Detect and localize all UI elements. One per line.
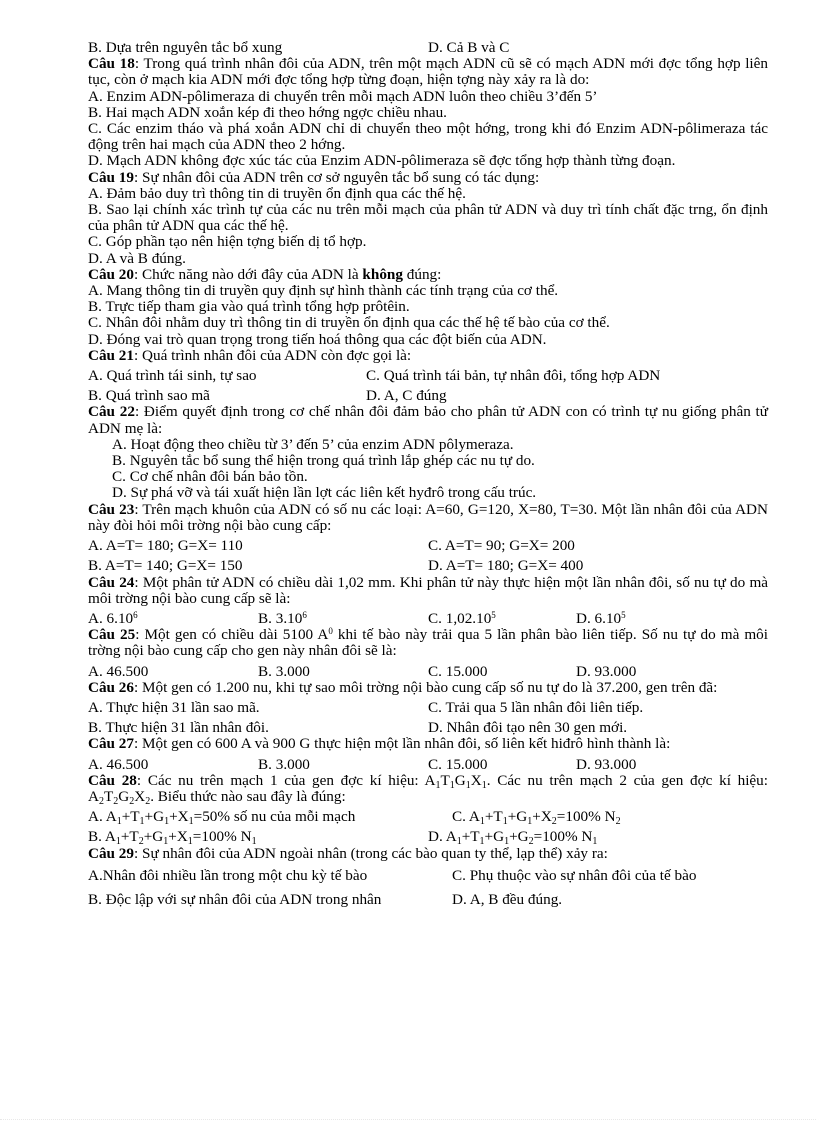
q19-stem: [88, 170, 768, 186]
question-22: [88, 404, 768, 501]
q25-stem-post: khi tế bào này trải qua 5 lần phân bào liên tiếp. Số nu tự do mà môi trờng nội bào cung cấp cho gen này nhân đôi sẽ là:: [88, 626, 768, 660]
formula-text: +T: [461, 828, 480, 846]
q28-stem-post: . Biểu thức nào sau đây là đúng:: [150, 787, 346, 805]
q23-option-a: A. A=T= 180; G=X= 110: [88, 537, 243, 555]
formula-text: A: [88, 787, 99, 805]
q24-option-c: [428, 611, 576, 627]
question-20: [88, 267, 768, 348]
q24-option-d: [576, 611, 626, 627]
formula-text: +X: [169, 808, 189, 826]
q20-option-c: C. Nhân đôi nhằm duy trì thông tin di truyền ổn định qua các thế hệ tế bào của cơ thể.: [88, 314, 610, 332]
q22-option-a: A. Hoạt động theo chiều từ 3’ đến 5’ của enzim ADN pôlymeraza.: [112, 435, 514, 453]
q28-option-c: [452, 808, 621, 828]
exam-page: [88, 40, 768, 910]
q18-option-d: D. Mạch ADN không đợc xúc tác của Enzim ADN-pôlimeraza sẽ đợc tổng hợp thành từng đoạn.: [88, 152, 676, 170]
q21-option-b: B. Quá trình sao mã: [88, 387, 210, 405]
subscript: 2: [129, 795, 135, 807]
question-25: [88, 627, 768, 680]
q28-stem: [88, 773, 768, 805]
q27-stem: [88, 736, 768, 752]
q24-option-b-exp: 6: [302, 609, 307, 620]
q27-option-d: D. 93.000: [576, 755, 637, 773]
subscript: 1: [164, 816, 170, 828]
q24-option-a: [88, 611, 258, 627]
q25-option-c: C. 15.000: [428, 662, 488, 680]
formula-text: D. A: [428, 828, 457, 846]
q24-stem-text: : Một phân tử ADN có chiều dài 1,02 mm. Khi phân tử này thực hiện một lần nhân đôi, số nu tự do mà môi trờng nội bào cung cấp sẽ là:: [88, 573, 768, 607]
q26-stem: [88, 680, 768, 696]
q27-option-c: C. 15.000: [428, 755, 488, 773]
question-29: [88, 846, 768, 910]
q20-stem: [88, 267, 768, 283]
q23-stem: [88, 502, 768, 534]
formula-text: +G: [507, 808, 528, 826]
q28-stem-pre: : Các nu trên mạch 1 của gen đợc kí hiệu:: [136, 771, 425, 789]
q17-options-row: [88, 40, 768, 56]
q24-option-b: [258, 611, 428, 627]
q26-option-c: C. Trải qua 5 lần nhân đôi liên tiếp.: [428, 698, 644, 716]
q21-option-d: D. A, C đúng: [366, 387, 447, 405]
q23-row-1: [88, 538, 768, 554]
formula-text: +T: [121, 808, 140, 826]
formula-text: +T: [120, 828, 139, 846]
page-bottom-rule: [0, 1119, 816, 1120]
q20-option-b: B. Trực tiếp tham gia vào quá trình tổng hợp prôtêin.: [88, 298, 410, 316]
q25-stem-pre: : Một gen có chiều dài 5100 A: [135, 626, 329, 644]
q24-option-d-exp: 5: [621, 609, 626, 620]
q18-option-c: C. Các enzim tháo và phá xoắn ADN chỉ di chuyển theo một hớng, trong khi đó Enzim ADN-pôlimeraza tác động trên hai mạch của ADN theo 2 hớng.: [88, 120, 768, 154]
q28-row-1: [88, 808, 768, 828]
q24-options-row: [88, 611, 768, 627]
q23-option-c: C. A=T= 90; G=X= 200: [428, 537, 575, 555]
q20-stem-bold: không: [362, 265, 403, 283]
q28-option-b: [88, 828, 428, 848]
subscript: 1: [188, 816, 194, 828]
q25-stem: [88, 627, 768, 659]
q22-stem-text: : Điểm quyết định trong cơ chế nhân đôi đảm bảo cho phân tử ADN con có trình tự nu giống phân tử ADN mẹ là:: [88, 403, 768, 437]
q26-option-a: A. Thực hiện 31 lần sao mã.: [88, 698, 260, 716]
question-27: [88, 736, 768, 772]
q21-title: Câu 21: [88, 346, 134, 364]
subscript: 1: [527, 816, 533, 828]
formula-text: +X: [532, 808, 552, 826]
q29-row-1: [88, 866, 768, 886]
subscript: 1: [465, 779, 471, 791]
q19-title: Câu 19: [88, 168, 134, 186]
subscript: 1: [115, 836, 121, 848]
q20-option-a: A. Mang thông tin di truyền quy định sự hình thành các tính trạng của cơ thể.: [88, 282, 559, 300]
q20-stem-post: đúng:: [402, 265, 442, 283]
q29-row-2: [88, 890, 768, 910]
q24-option-a-base: A. 6.10: [88, 609, 134, 627]
q24-option-b-base: B. 3.10: [258, 609, 303, 627]
q29-title: Câu 29: [88, 844, 134, 862]
q28-option-a: [88, 808, 452, 828]
q23-option-b: B. A=T= 140; G=X= 150: [88, 557, 243, 575]
question-23: [88, 502, 768, 575]
q29-option-c: C. Phụ thuộc vào sự nhân đôi của tế bào: [452, 866, 697, 884]
q25-option-b: B. 3.000: [258, 662, 310, 680]
question-24: [88, 575, 768, 628]
subscript: 1: [139, 816, 145, 828]
q23-option-d: D. A=T= 180; G=X= 400: [428, 557, 584, 575]
q26-row-1: [88, 700, 768, 716]
formula-text: C. A: [452, 808, 480, 826]
q29-option-a: A.Nhân đôi nhiều lần trong một chu kỳ tế bào: [88, 866, 368, 884]
q19-option-b: B. Sao lại chính xác trình tự của các nu trên mỗi mạch của phân tử ADN và duy trì tính chất đặc trng, ổn định của phân tử ADN qua các thế hệ.: [88, 201, 768, 235]
formula-text: +G: [509, 828, 529, 846]
q28-row-2: [88, 828, 768, 848]
question-19: [88, 170, 768, 267]
formula-text: +G: [484, 828, 505, 846]
q22-option-b: B. Nguyên tắc bổ sung thể hiện trong quá trình lắp ghép các nu tự do.: [112, 452, 535, 470]
q24-stem: [88, 575, 768, 607]
formula-text: G: [454, 771, 466, 789]
formula-text: =100% N: [556, 808, 616, 826]
q17-option-b: B. Dựa trên nguyên tắc bổ xung: [88, 39, 283, 56]
q28-symbols-strand-1: [425, 772, 487, 789]
subscript: 2: [551, 816, 557, 828]
subscript: 1: [479, 816, 485, 828]
q24-title: Câu 24: [88, 573, 135, 591]
q29-stem: [88, 846, 768, 862]
q22-option-d: D. Sự phá vỡ và tái xuất hiện lần lợt các liên kết hyđrô trong cấu trúc.: [112, 484, 537, 502]
subscript: 1: [163, 836, 169, 848]
q20-stem-pre: : Chức năng nào dới đây của ADN là: [134, 265, 363, 283]
q19-option-c: C. Góp phần tạo nên hiện tợng biến dị tổ hợp.: [88, 233, 367, 251]
q26-title: Câu 26: [88, 678, 134, 696]
q23-title: Câu 23: [88, 500, 135, 518]
subscript: 1: [502, 816, 508, 828]
subscript: 1: [449, 779, 455, 791]
subscript: 1: [456, 836, 462, 848]
q27-title: Câu 27: [88, 735, 134, 753]
q18-stem-text: : Trong quá trình nhân đôi của ADN, trên một mạch ADN cũ sẽ có mạch ADN mới đợc tổng hợp liên tục, còn ở mạch kia ADN mới đợc tổng hợp từng đoạn, hiện tợng này xảy ra là do:: [88, 55, 768, 89]
q20-title: Câu 20: [88, 265, 134, 283]
formula-text: =100% N: [192, 828, 252, 846]
subscript: 2: [145, 795, 151, 807]
q21-row-2: [88, 388, 768, 404]
formula-text: =100% N: [533, 828, 593, 846]
q28-stem-mid: . Các nu trên mạch 2 của gen đợc kí hiệu:: [486, 771, 768, 789]
subscript: 1: [116, 816, 122, 828]
q27-option-b: B. 3.000: [258, 755, 310, 773]
q19-option-d: D. A và B đúng.: [88, 249, 186, 267]
q24-option-c-base: C. 1,02.10: [428, 609, 492, 627]
q19-stem-text: : Sự nhân đôi của ADN trên cơ sở nguyên tắc bổ sung có tác dụng:: [134, 168, 540, 186]
q20-option-d: D. Đóng vai trò quan trọng trong tiến hoá thông qua các đột biến của ADN.: [88, 330, 547, 348]
q25-option-d: D. 93.000: [576, 662, 637, 680]
subscript: 1: [592, 836, 598, 848]
q21-row-1: [88, 368, 768, 384]
q21-option-a: A. Quá trình tái sinh, tự sao: [88, 367, 257, 385]
formula-text: B. A: [88, 828, 116, 846]
q19-option-a: A. Đảm bảo duy trì thông tin di truyền ổn định qua các thế hệ.: [88, 184, 466, 202]
q29-option-d: D. A, B đều đúng.: [452, 890, 563, 908]
question-18: [88, 56, 768, 169]
subscript: 1: [187, 836, 193, 848]
formula-text: T: [103, 787, 114, 805]
q18-option-a: A. Enzim ADN-pôlimeraza di chuyển trên mỗi mạch ADN luôn theo chiều 3’đến 5’: [88, 87, 598, 105]
formula-text: T: [440, 771, 450, 789]
subscript: 1: [504, 836, 510, 848]
q18-option-b: B. Hai mạch ADN xoắn kép đi theo hớng ngợc chiều nhau.: [88, 103, 447, 121]
subscript: 1: [479, 836, 485, 848]
question-26: [88, 680, 768, 737]
formula-text: A. A: [88, 808, 117, 826]
formula-text: =50% số nu của mỗi mạch: [193, 808, 356, 826]
formula-text: +G: [143, 828, 164, 846]
q29-stem-text: : Sự nhân đôi của ADN ngoài nhân (trong các bào quan ty thể, lạp thể) xảy ra:: [134, 844, 608, 862]
q26-option-b: B. Thực hiện 31 lần nhân đôi.: [88, 719, 269, 737]
formula-text: X: [470, 771, 482, 789]
q26-stem-text: : Một gen có 1.200 nu, khi tự sao môi trờng nội bào cung cấp số nu tự do là 37.200, gen trên đã:: [134, 678, 718, 696]
subscript: 2: [615, 816, 621, 828]
formula-text: G: [118, 787, 130, 805]
q28-option-d: [428, 828, 598, 848]
q28-title: Câu 28: [88, 771, 137, 789]
q21-stem: [88, 348, 768, 364]
q25-stem-exp: 0: [328, 626, 333, 637]
q27-options-row: [88, 757, 768, 773]
q18-stem: [88, 56, 768, 88]
subscript: 1: [251, 836, 257, 848]
formula-text: A: [424, 771, 436, 789]
subscript: 1: [481, 779, 487, 791]
q23-row-2: [88, 558, 768, 574]
q18-title: Câu 18: [88, 55, 135, 73]
q22-title: Câu 22: [88, 403, 135, 421]
formula-text: +T: [484, 808, 503, 826]
q24-option-d-base: D. 6.10: [576, 609, 622, 627]
q24-option-a-exp: 6: [133, 609, 138, 620]
q26-row-2: [88, 720, 768, 736]
q24-option-c-exp: 5: [491, 609, 496, 620]
question-21: [88, 348, 768, 405]
q29-option-b: B. Độc lập với sự nhân đôi của ADN trong nhân: [88, 890, 382, 908]
q25-options-row: [88, 664, 768, 680]
q21-stem-text: : Quá trình nhân đôi của ADN còn đợc gọi là:: [134, 346, 412, 364]
q25-title: Câu 25: [88, 626, 136, 644]
q22-stem: [88, 404, 768, 436]
q27-option-a: A. 46.500: [88, 755, 149, 773]
q28-symbols-strand-2: [88, 788, 150, 805]
q26-option-d: D. Nhân đôi tạo nên 30 gen mới.: [428, 719, 628, 737]
subscript: 2: [113, 795, 119, 807]
subscript: 2: [528, 836, 534, 848]
q17-option-d: D. Cả B và C: [428, 39, 510, 56]
formula-text: +G: [144, 808, 165, 826]
subscript: 2: [98, 795, 104, 807]
q21-option-c: C. Quá trình tái bản, tự nhân đôi, tổng hợp ADN: [366, 367, 661, 385]
question-28: [88, 773, 768, 846]
q23-stem-text: : Trên mạch khuôn của ADN có số nu các loại: A=60, G=120, X=80, T=30. Một lần nhân đôi của ADN này đòi hỏi môi trờng nội bào cung cấp:: [88, 500, 768, 534]
q25-option-a: A. 46.500: [88, 662, 149, 680]
formula-text: +X: [168, 828, 188, 846]
q27-stem-text: : Một gen có 600 A và 900 G thực hiện một lần nhân đôi, số liên kết hiđrô hình thành là:: [134, 735, 671, 753]
q22-option-c: C. Cơ chế nhân đôi bán bảo tồn.: [112, 468, 308, 486]
subscript: 2: [138, 836, 144, 848]
formula-text: X: [134, 787, 146, 805]
subscript: 1: [435, 779, 441, 791]
